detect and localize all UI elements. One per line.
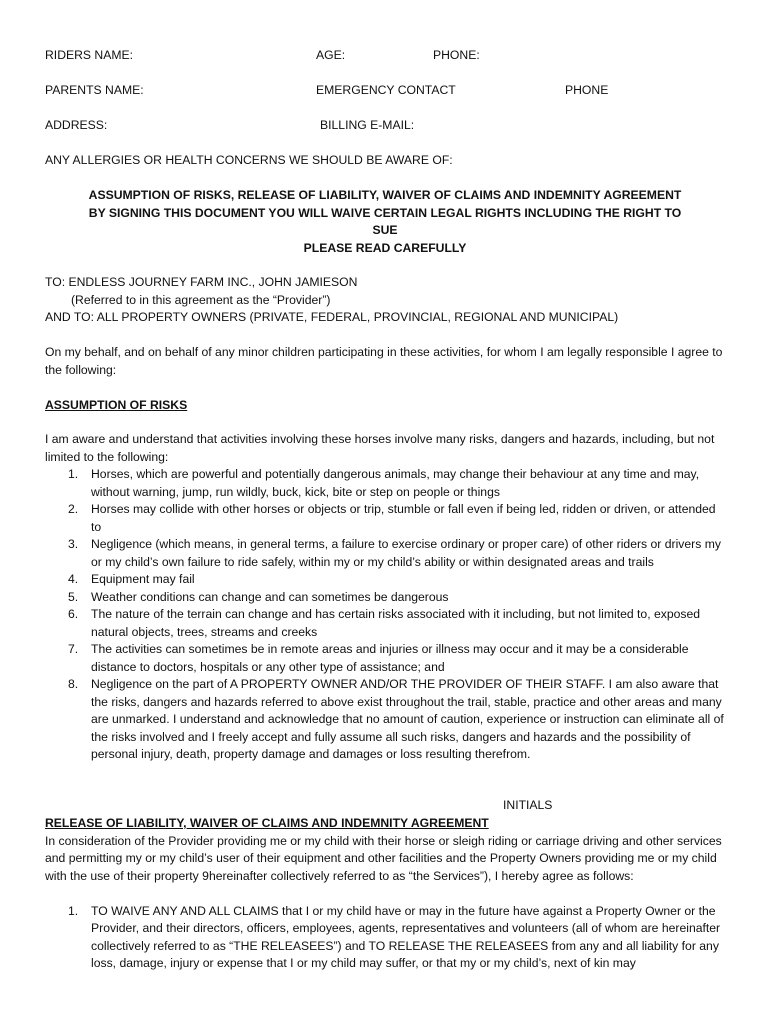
intro-paragraph: On my behalf, and on behalf of any minor children participating in these activities, for whom I am legally responsible I agree to the following: — [45, 345, 723, 377]
list-item: 3. Negligence (which means, in general terms, a failure to exercise ordinary or proper care) of other riders or drivers my or my child’s own failure to ride safely, within my or my child’s ability or within designated areas and trails — [68, 537, 721, 569]
to-party: TO: ENDLESS JOURNEY FARM INC., JOHN JAMIESON — [45, 275, 358, 289]
emergency-contact-label: EMERGENCY CONTACT — [316, 83, 456, 97]
list-item: 5. Weather conditions can change and can sometimes be dangerous — [68, 589, 449, 604]
assumption-heading: ASSUMPTION OF RISKS — [45, 398, 188, 412]
and-to-party: AND TO: ALL PROPERTY OWNERS (PRIVATE, FEDERAL, PROVINCIAL, REGIONAL AND MUNICIPAL) — [45, 310, 619, 324]
release-heading: RELEASE OF LIABILITY, WAIVER OF CLAIMS AND INDEMNITY AGREEMENT — [45, 816, 489, 830]
list-item: 1. TO WAIVE ANY AND ALL CLAIMS that I or my child have or may in the future have against a Property Owner or the Provider, and their directors, officers, employees, agents, representatives and volunteers (all of whom are hereinafter collectively referred to as “THE RELEASEES”) and TO RELEASE THE RELEASEES from any and all liability for any loss, damage, injury or expense that I or my child may suffer, or that my or my child’s, next of kin may — [68, 903, 721, 970]
list-item: 2. Horses may collide with other horses or objects or trip, stumble or fall even if being led, ridden or driven, or attended to — [68, 502, 716, 534]
release-list — [45, 903, 725, 973]
list-item: 6. The nature of the terrain can change and has certain risks associated with it including, but not limited to, exposed natural objects, trees, streams and creeks — [68, 607, 701, 639]
list-item: 1. Horses, which are powerful and potentially dangerous animals, may change their behaviour at any time and may, without warning, jump, run wildly, buck, kick, bite or step on people or things — [68, 467, 700, 499]
emergency-phone-label: PHONE — [565, 83, 609, 97]
list-item: 4. Equipment may fail — [68, 572, 195, 586]
allergies-label: ANY ALLERGIES OR HEALTH CONCERNS WE SHOULD BE AWARE OF: — [45, 153, 453, 167]
parents-name-label: PARENTS NAME: — [45, 83, 144, 97]
agreement-warning: BY SIGNING THIS DOCUMENT YOU WILL WAIVE CERTAIN LEGAL RIGHTS INCLUDING THE RIGHT TO — [88, 205, 682, 220]
initials-label: INITIALS — [503, 798, 553, 812]
release-lead: In consideration of the Provider providing me or my child with their horse or sleigh riding or carriage driving and other services and permitting my or my child’s user of their equipment and other facilities and the Property Owners providing me or my child with the use of their property 9hereinafter collectively referred to as “the Services”), I hereby agree as follows: — [45, 833, 722, 883]
phone-label: PHONE: — [433, 48, 480, 62]
agreement-title: ASSUMPTION OF RISKS, RELEASE OF LIABILITY, WAIVER OF CLAIMS AND INDEMNITY AGREEMENT — [88, 188, 682, 202]
age-label: AGE: — [316, 48, 346, 62]
riders-name-label: RIDERS NAME: — [45, 48, 134, 62]
address-label: ADDRESS: — [45, 118, 108, 132]
billing-email-label: BILLING E-MAIL: — [320, 118, 415, 132]
read-carefully: PLEASE READ CAREFULLY — [303, 240, 467, 255]
list-item: 7. The activities can sometimes be in remote areas and injuries or illness may occur and it may be a considerable distance to doctors, hospitals or any other type of assistance; and — [68, 642, 689, 674]
provider-reference: (Referred to in this agreement as the “Provider”) — [71, 292, 331, 307]
risk-list — [45, 466, 725, 764]
assumption-lead: I am aware and understand that activities involving these horses involve many risks, dangers and hazards, including, but not limited to the following: — [45, 432, 715, 464]
list-item: 8. Negligence on the part of A PROPERTY OWNER AND/OR THE PROVIDER OF THEIR STAFF. I am also aware that the risks, dangers and hazards referred to above exist throughout the trail, stable, practice and other areas and many are unmarked. I understand and acknowledge that no amount of caution, experience or instruction can eliminate all of the risks involved and I freely accept and fully assume all such risks, dangers and hazards and the possibility of personal injury, death, property damage and damages or loss resulting therefrom. — [68, 677, 724, 761]
agreement-warning-cont: SUE — [372, 223, 398, 237]
